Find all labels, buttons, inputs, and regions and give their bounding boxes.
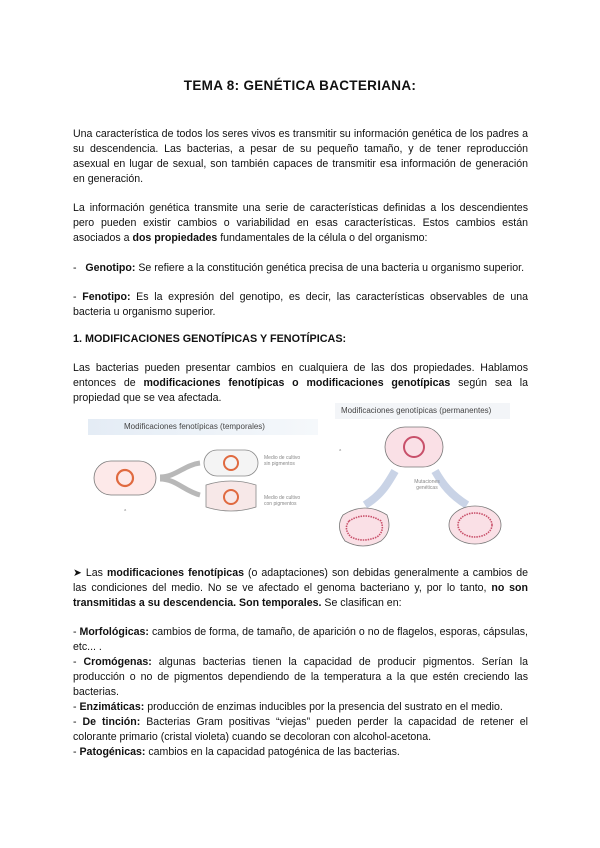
figure-fenotipicas — [88, 419, 318, 554]
list-item-label: Enzimáticas: — [79, 701, 145, 713]
list-item-text: cambios en la capacidad patogénica de las bacterias. — [145, 746, 400, 758]
label-mutaciones: Mutaciones genéticas — [414, 479, 440, 491]
svg-text:a: a — [339, 447, 342, 452]
fenotipicas-bold-2: no son transmitidas a su descendencia. Son temporales. — [73, 582, 528, 609]
figure-genotipicas-title: Modificaciones genotípicas (permanentes) — [341, 406, 492, 415]
figure-fenotipicas-title: Modificaciones fenotípicas (temporales) — [124, 422, 265, 431]
mods-text-c: según sea la propiedad que se vea afectada. — [73, 377, 528, 404]
list-item-text: cambios de forma, de tamaño, de aparición o no de flagelos, esporas, cápsulas, etc... . — [73, 626, 529, 653]
list-item-label: Morfológicas: — [79, 626, 149, 638]
page-title: TEMA 8: GENÉTICA BACTERIANA: — [183, 78, 417, 93]
fenotipo-item — [73, 290, 528, 320]
list-item-cromogenas: - Cromógenas: algunas bacterias tienen la capacidad de producir pigmentos. Serían la producción o no de pigmentos dependiendo de la temperatura a la que estén creciendo las bacterias. — [73, 656, 528, 698]
mods-bold: modificaciones fenotípicas o modificaciones genotípicas — [143, 377, 451, 389]
svg-text:a: a — [124, 507, 127, 512]
list-item-enzimaticas: - Enzimáticas: producción de enzimas inducibles por la presencia del sustrato en el medio. — [73, 701, 503, 713]
list-item-text: Bacterias Gram positivas “viejas” pueden perder la capacidad de retener el colorante primario (cristal violeta) cuando se decoloran con alcohol-acetona. — [73, 716, 528, 743]
figure-genotipicas — [335, 403, 510, 558]
mods-text-a: Las bacterias pueden presentar cambios en cualquiera de las dos propiedades. Hablamos entonces de — [73, 362, 528, 389]
intro-paragraph: Una característica de todos los seres vivos es transmitir su información genética de los padres a su descendencia. Las bacterias, a pesar de su pequeño tamaño, y de tener reproducción asexual en lugar de sexual, son también capaces de transmitir esa información de generación en generación. — [73, 128, 528, 185]
fenotipo-label: Fenotipo: — [82, 291, 131, 303]
intro-paragraph-2 — [73, 201, 528, 246]
genotipo-prefix: - — [73, 262, 86, 274]
intro2-text-c: fundamentales de la célula o del organismo: — [217, 232, 428, 244]
label-con-pigmentos: Medio de cultivo con pigmentos — [264, 495, 301, 507]
section-heading: 1. MODIFICACIONES GENOTÍPICAS Y FENOTÍPICAS: — [73, 333, 347, 345]
list-item-patogenicas: - Patogénicas: cambios en la capacidad patogénica de las bacterias. — [73, 746, 400, 758]
modificaciones-paragraph — [73, 361, 528, 406]
fenotipicas-arrow: ➤ Las — [73, 567, 107, 579]
list-item-tincion: - De tinción: Bacterias Gram positivas “viejas” pueden perder la capacidad de retener el colorante primario (cristal violeta) cuando se decoloran con alcohol-acetona. — [73, 716, 528, 743]
list-item-label: Patogénicas: — [79, 746, 146, 758]
genotipo-item — [73, 261, 528, 276]
genotipo-label: Genotipo: — [85, 262, 136, 274]
list-item-label: De tinción: — [82, 716, 141, 728]
fenotipicas-text-1: (o adaptaciones) son debidas generalmente a cambios de las condiciones del medio. No se ve afectado el genoma bacteriano y, por lo tanto, — [73, 567, 528, 594]
list-item-text: producción de enzimas inducibles por la presencia del sustrato en el medio. — [144, 701, 503, 713]
list-item-text: algunas bacterias tienen la capacidad de producir pigmentos. Serían la producción o no de pigmentos dependiendo de la temperatura a la que estén creciendo las bacterias. — [73, 656, 528, 698]
figure-fenotipicas-diagram — [88, 419, 318, 554]
list-item-morfologicas: - Morfológicas: cambios de forma, de tamaño, de aparición o no de flagelos, esporas, cápsulas, etc... . — [73, 626, 529, 653]
fenotipicas-text-2: Se clasifican en: — [321, 597, 402, 609]
intro2-text-a: La información genética transmite una serie de características definidas a los descendientes pero pueden existir cambios o variabilidad en esas características. Estos cambios están asociados a — [73, 202, 528, 244]
genotipo-text: Se refiere a la constitución genética precisa de una bacteria u organismo superior. — [135, 262, 525, 274]
fenotipo-text: Es la expresión del genotipo, es decir, las características observables de una bacteria u organismo superior. — [73, 291, 528, 318]
intro2-bold: dos propiedades — [132, 232, 218, 244]
fenotipicas-bold-1: modificaciones fenotípicas — [106, 567, 244, 579]
label-sin-pigmentos: Medio de cultivo sin pigmentos — [264, 455, 301, 467]
list-item-label: Cromógenas: — [83, 656, 152, 668]
fenotipicas-paragraph — [73, 566, 528, 611]
classification-list — [73, 625, 528, 760]
fenotipo-prefix: - — [73, 291, 83, 303]
